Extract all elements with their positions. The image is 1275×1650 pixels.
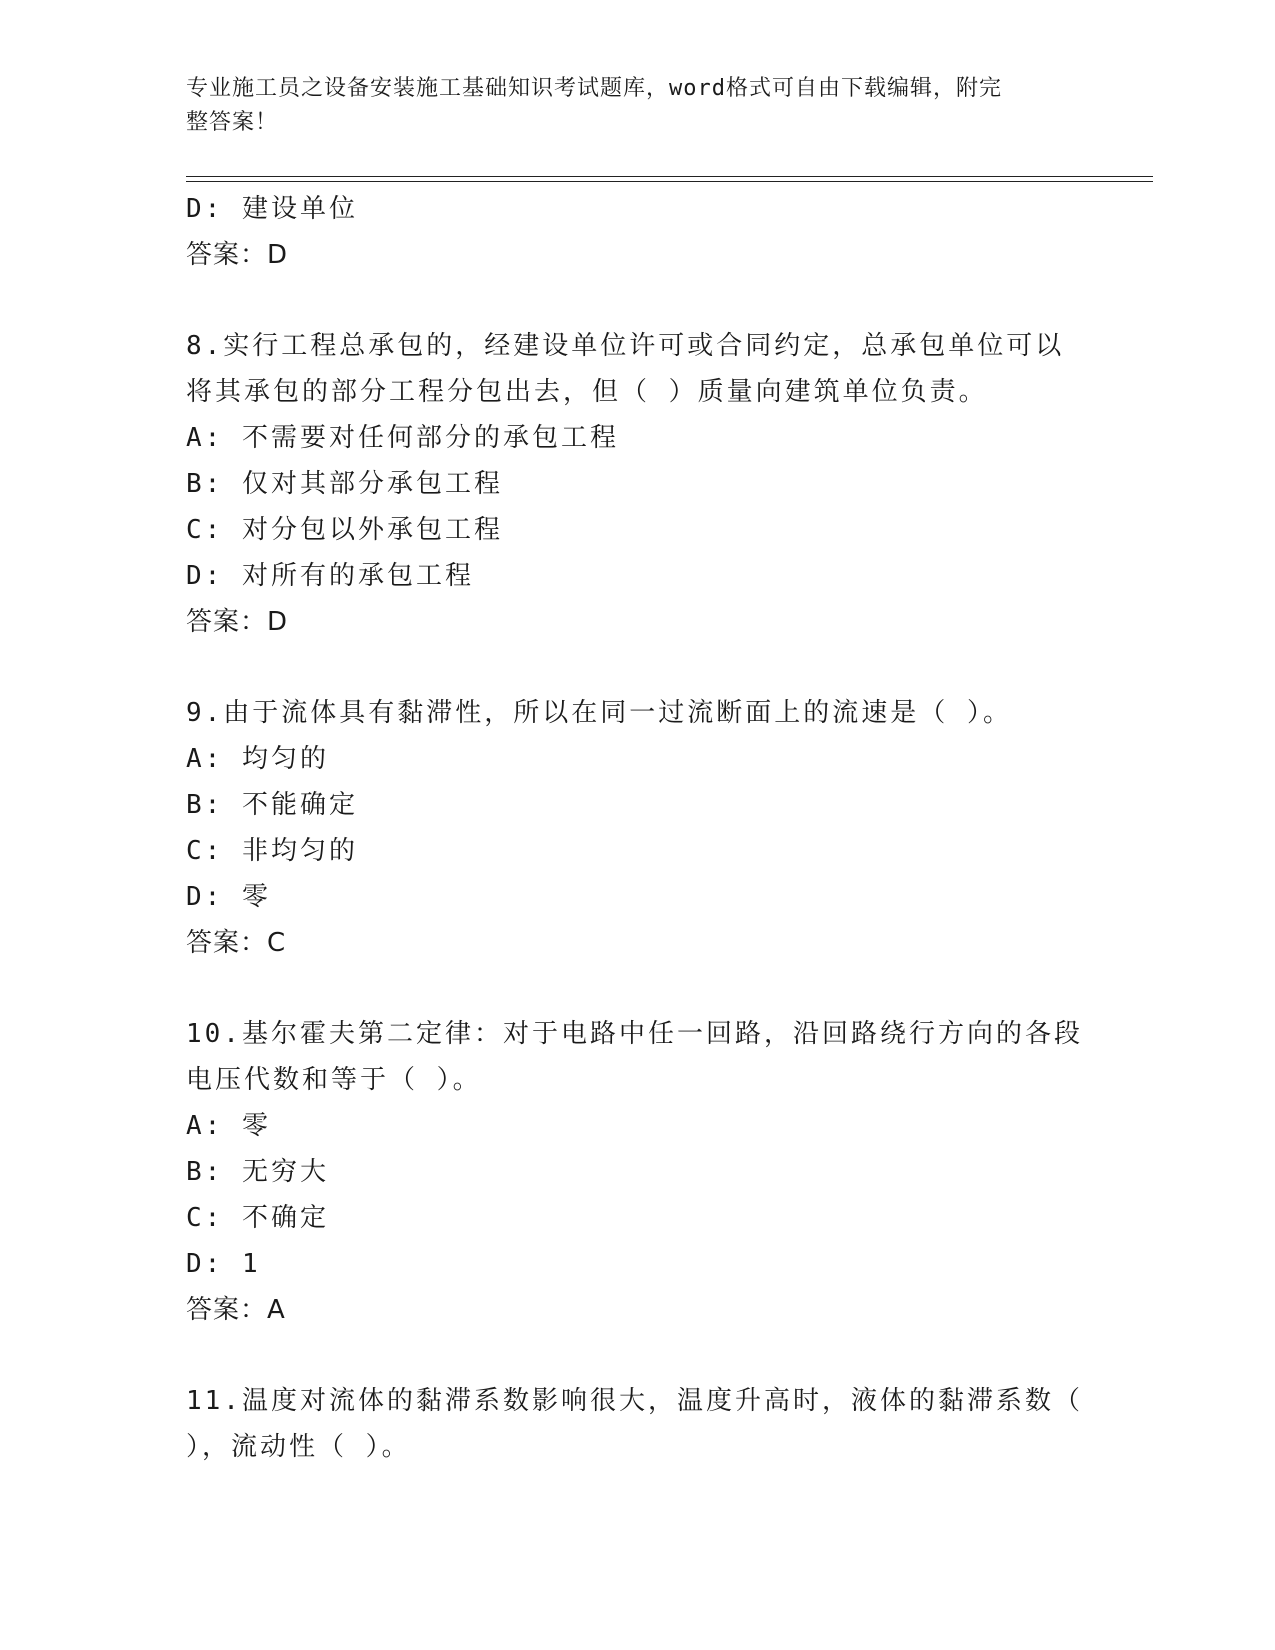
option-a: A: 均匀的: [186, 744, 329, 774]
question-stem-line: 8.实行工程总承包的，经建设单位许可或合同约定，总承包单位可以: [186, 331, 1065, 361]
option-d: D: 1: [186, 1249, 261, 1279]
question-10: [186, 1011, 1086, 1333]
question-stem-line: ），流动性（ ）。: [186, 1432, 411, 1462]
option-b: B: 仅对其部分承包工程: [186, 469, 503, 499]
option-d: D: 零: [186, 882, 271, 912]
question-list: [186, 186, 1086, 1470]
option-c: C: 非均匀的: [186, 836, 358, 866]
option-a: A: 零: [186, 1111, 271, 1141]
spacer: [186, 645, 1086, 690]
option-b: B: 无穷大: [186, 1157, 329, 1187]
answer-line: 答案：C: [186, 928, 287, 958]
header-line-2: 整答案！: [186, 110, 279, 135]
option-d: D: 对所有的承包工程: [186, 561, 474, 591]
question-11: [186, 1378, 1086, 1470]
answer-line: 答案：A: [186, 1295, 286, 1325]
header-divider-bottom: [186, 181, 1153, 182]
option-d: D: 建设单位: [186, 194, 358, 224]
document-header: [186, 72, 1066, 140]
header-divider-top: [186, 176, 1153, 177]
spacer: [186, 966, 1086, 1011]
option-a: A: 不需要对任何部分的承包工程: [186, 423, 619, 453]
header-line-1: 专业施工员之设备安装施工基础知识考试题库，word格式可自由下载编辑，附完: [186, 76, 1002, 101]
question-stem-line: 将其承包的部分工程分包出去，但（ ）质量向建筑单位负责。: [186, 377, 988, 407]
option-b: B: 不能确定: [186, 790, 358, 820]
answer-line: 答案：D: [186, 607, 289, 637]
option-c: C: 对分包以外承包工程: [186, 515, 503, 545]
answer-line: 答案：D: [186, 240, 289, 270]
question-9: [186, 690, 1086, 966]
spacer: [186, 1333, 1086, 1378]
question-stem-line: 电压代数和等于（ ）。: [186, 1065, 482, 1095]
option-c: C: 不确定: [186, 1203, 329, 1233]
question-stem-line: 10.基尔霍夫第二定律：对于电路中任一回路，沿回路绕行方向的各段: [186, 1019, 1083, 1049]
question-stem-line: 9.由于流体具有黏滞性，所以在同一过流断面上的流速是（ ）。: [186, 698, 1012, 728]
spacer: [186, 278, 1086, 323]
question-8: [186, 323, 1086, 645]
question-stem-line: 11.温度对流体的黏滞系数影响很大，温度升高时，液体的黏滞系数（: [186, 1386, 1083, 1416]
